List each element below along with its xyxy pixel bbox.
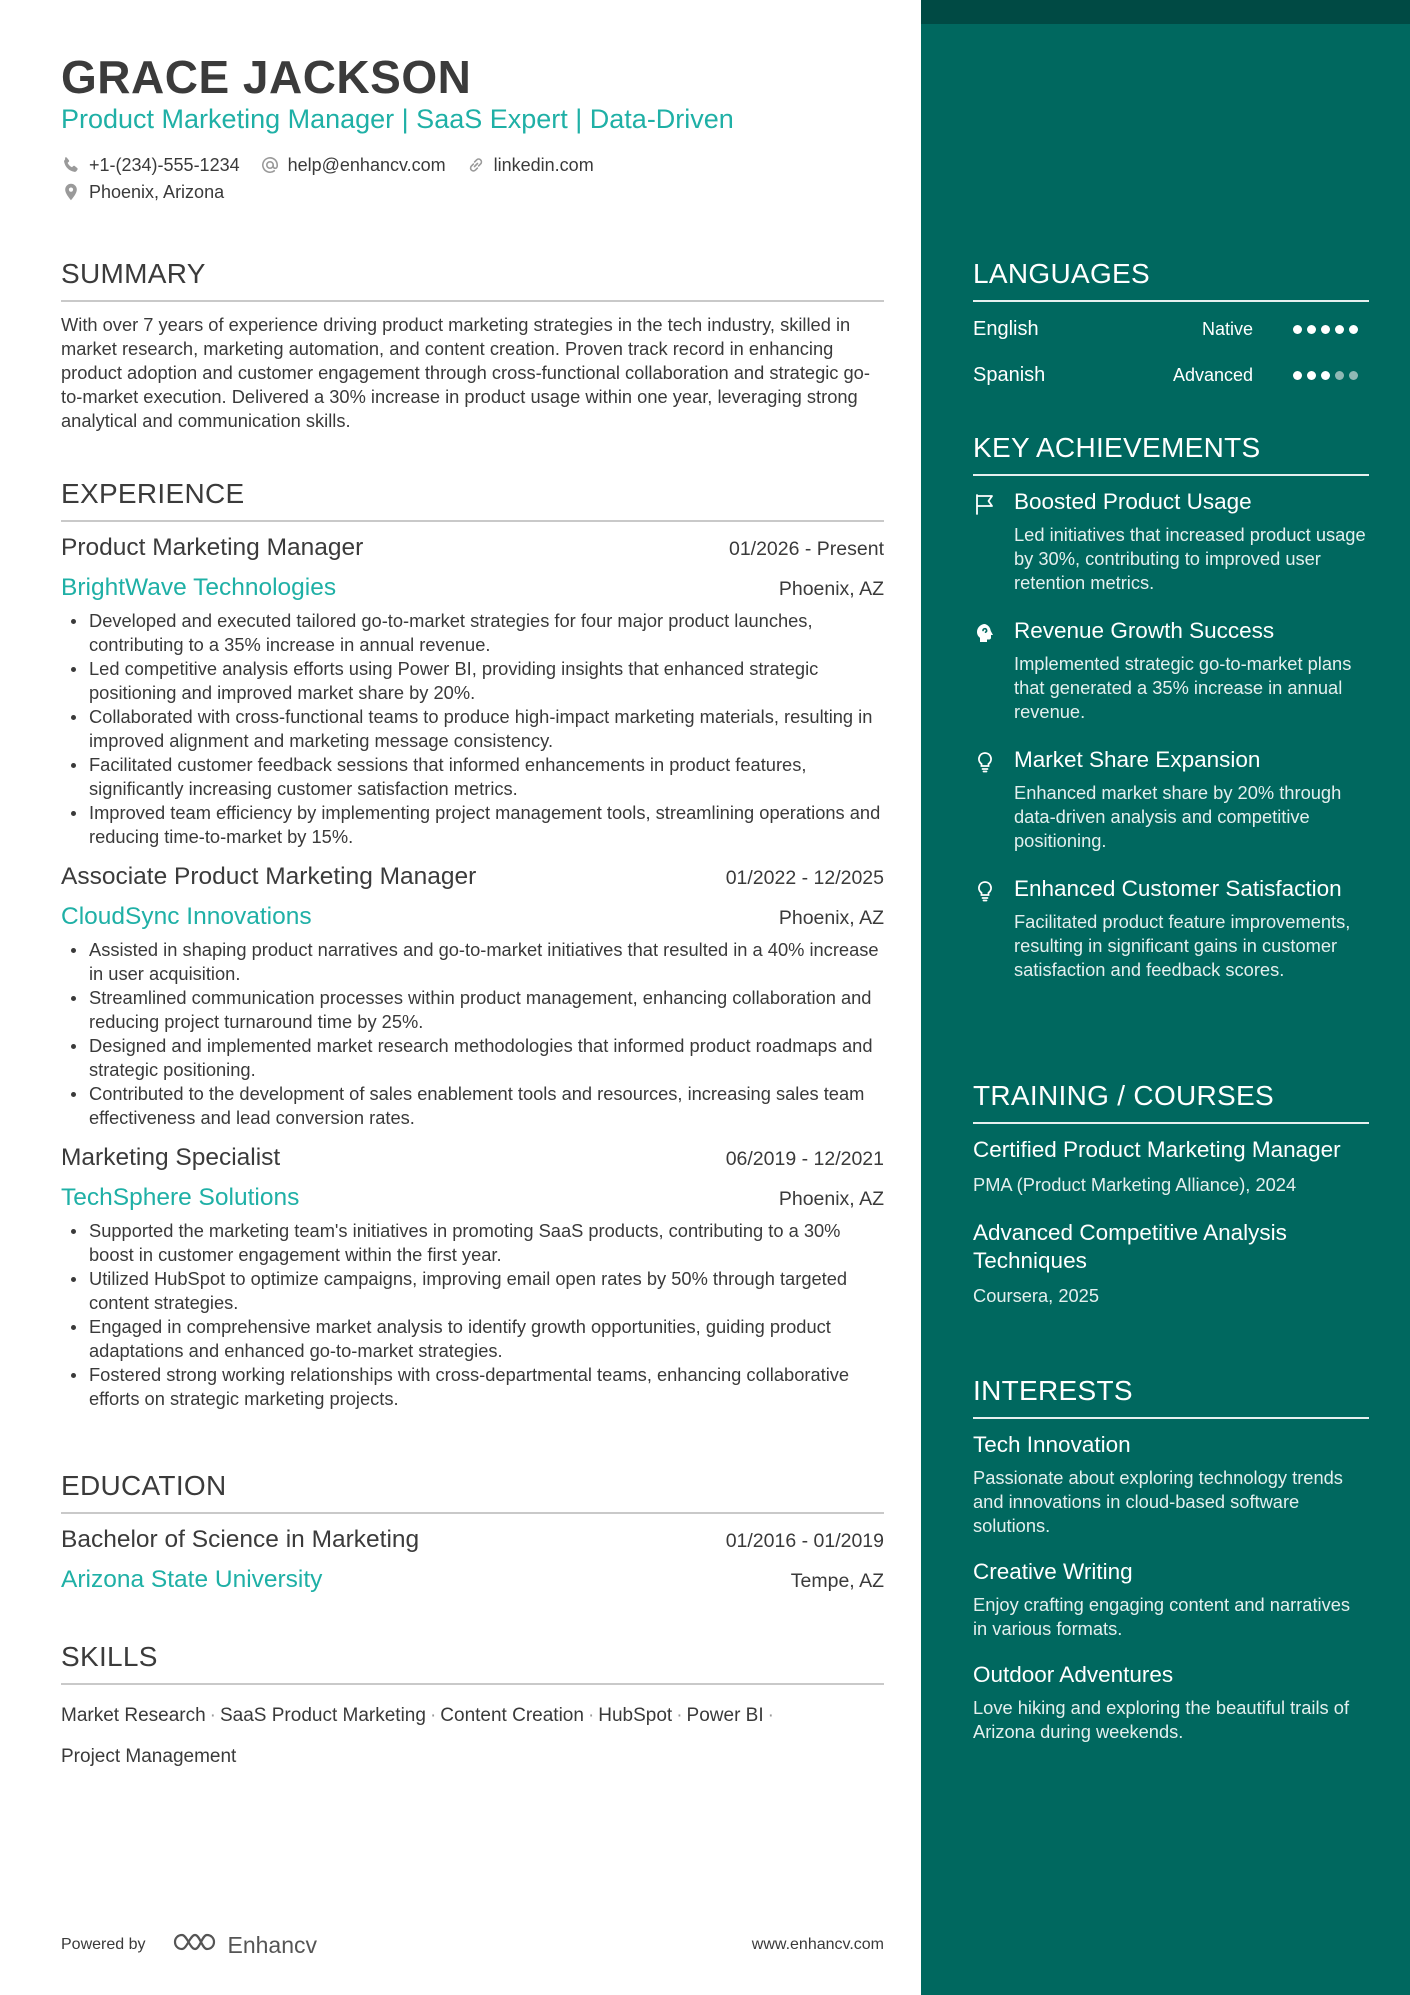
achievement-desc: Led initiatives that increased product usage by 30%, contributing to improved user retention metrics. <box>1014 524 1366 593</box>
interest-item <box>973 1431 1369 1538</box>
powered-by <box>61 1930 317 1960</box>
bullet-item: Designed and implemented market research methodologies that informed product roadmaps and strategic positioning. <box>61 1034 884 1082</box>
experience-title: EXPERIENCE <box>61 478 245 509</box>
education-dates: 01/2016 - 01/2019 <box>725 1530 884 1552</box>
section-divider <box>973 1122 1369 1124</box>
language-name: Spanish <box>973 363 1046 386</box>
email-contact[interactable] <box>260 155 446 176</box>
summary-title: SUMMARY <box>61 258 206 289</box>
job-entry <box>61 863 884 1130</box>
bullet-item: Developed and executed tailored go-to-market strategies for four major product launches, contributing to a 35% increase in annual revenue. <box>61 609 884 657</box>
rating-dot-filled <box>1349 325 1358 334</box>
bullet-item: Contributed to the development of sales enablement tools and resources, increasing sales team effectiveness and lead conversion rates. <box>61 1082 884 1130</box>
rating-dot-filled <box>1321 325 1330 334</box>
summary-section <box>61 258 884 433</box>
rating-dot-filled <box>1307 325 1316 334</box>
language-name: English <box>973 317 1039 340</box>
at-icon <box>260 155 280 175</box>
language-rating <box>1293 371 1358 380</box>
section-divider <box>973 300 1369 302</box>
lightbulb-icon <box>973 750 997 774</box>
education-location: Tempe, AZ <box>790 1570 884 1592</box>
bullet-item: Improved team efficiency by implementing project management tools, streamlining operations and reducing time-to-market by 15%. <box>61 801 884 849</box>
bullet-item: Utilized HubSpot to optimize campaigns, improving email open rates by 50% through targeted content strategies. <box>61 1267 884 1315</box>
languages-section <box>973 258 1369 398</box>
interests-section <box>973 1375 1369 1744</box>
rating-dot-filled <box>1321 371 1330 380</box>
skill-item: SaaS Product Marketing <box>220 1705 426 1726</box>
rating-dot-filled <box>1293 325 1302 334</box>
course-meta: PMA (Product Marketing Alliance), 2024 <box>973 1174 1297 1195</box>
course-meta: Coursera, 2025 <box>973 1285 1100 1306</box>
achievements-section <box>973 432 1369 982</box>
skills-list: Market Research · SaaS Product Marketing · Content Creation · HubSpot · Power BI · Project Management <box>61 1705 774 1767</box>
company-name: BrightWave Technologies <box>61 574 337 601</box>
section-divider <box>61 300 884 302</box>
interest-title: Tech Innovation <box>973 1432 1131 1457</box>
interest-item <box>973 1661 1369 1744</box>
website-link[interactable]: www.enhancv.com <box>751 1936 884 1953</box>
location-pin-icon <box>61 182 81 202</box>
job-title: Marketing Specialist <box>61 1144 281 1171</box>
skill-item: Power BI <box>686 1705 764 1726</box>
brand-name: Enhancv <box>227 1931 318 1958</box>
language-level: Native <box>1201 318 1253 339</box>
bullet-item: Facilitated customer feedback sessions that informed enhancements in product features, significantly increasing customer satisfaction metrics. <box>61 753 884 801</box>
skill-item: Market Research <box>61 1705 206 1726</box>
job-location: Phoenix, AZ <box>778 578 884 600</box>
achievement-title: Enhanced Customer Satisfaction <box>1014 876 1342 901</box>
education-title: EDUCATION <box>61 1470 227 1501</box>
job-title: Associate Product Marketing Manager <box>61 863 477 890</box>
powered-by-label: Powered by <box>61 1936 146 1953</box>
summary-text: With over 7 years of experience driving product marketing strategies in the tech industry, skilled in market research, marketing automation, and content creation. Proven track record in enhancing product adoption and customer engagement through cross-functional collaboration and strategic go-to-market execution. Delivered a 30% increase in product usage within one year, leveraging strong analytical and communication skills. <box>61 314 870 431</box>
job-dates: 06/2019 - 12/2021 <box>725 1148 884 1170</box>
job-location: Phoenix, AZ <box>778 907 884 929</box>
candidate-name: GRACE JACKSON <box>61 51 472 103</box>
candidate-headline: Product Marketing Manager | SaaS Expert | Data-Driven <box>61 104 734 134</box>
lightbulb-icon <box>973 879 997 903</box>
bullet-item: Engaged in comprehensive market analysis to identify growth opportunities, guiding product adaptations and enhanced go-to-market strategies. <box>61 1315 884 1363</box>
job-bullets <box>61 609 884 849</box>
rating-dot-empty <box>1335 371 1344 380</box>
achievement-item <box>973 488 1369 595</box>
skills-title: SKILLS <box>61 1641 158 1672</box>
bullet-item: Led competitive analysis efforts using Power BI, providing insights that enhanced strategic positioning and improved market share by 20%. <box>61 657 884 705</box>
school-name: Arizona State University <box>61 1566 323 1593</box>
job-dates: 01/2022 - 12/2025 <box>725 867 884 889</box>
training-title: TRAINING / COURSES <box>973 1080 1274 1111</box>
achievement-desc: Implemented strategic go-to-market plans that generated a 35% increase in annual revenue. <box>1014 653 1352 722</box>
interest-title: Creative Writing <box>973 1559 1133 1584</box>
interests-title: INTERESTS <box>973 1375 1133 1406</box>
achievement-item <box>973 617 1369 724</box>
language-row <box>973 352 1369 398</box>
job-location: Phoenix, AZ <box>778 1188 884 1210</box>
phone-text: +1-(234)-555-1234 <box>89 154 240 175</box>
achievement-desc: Enhanced market share by 20% through data-driven analysis and competitive positioning. <box>1014 782 1342 851</box>
achievement-title: Revenue Growth Success <box>1014 618 1275 643</box>
linkedin-contact[interactable] <box>466 155 594 176</box>
company-name: CloudSync Innovations <box>61 903 312 930</box>
achievement-title: Market Share Expansion <box>1014 747 1261 772</box>
language-rating <box>1293 325 1358 334</box>
achievement-title: Boosted Product Usage <box>1014 489 1252 514</box>
achievements-title: KEY ACHIEVEMENTS <box>973 432 1261 463</box>
rating-dot-filled <box>1293 371 1302 380</box>
job-title: Product Marketing Manager <box>61 534 364 561</box>
bullet-item: Fostered strong working relationships with cross-departmental teams, enhancing collaborative efforts on strategic marketing projects. <box>61 1363 884 1411</box>
training-section <box>973 1080 1369 1308</box>
footer <box>61 1930 884 1960</box>
language-row <box>973 306 1369 352</box>
education-entry <box>61 1526 884 1594</box>
rating-dot-filled <box>1307 371 1316 380</box>
course-item <box>973 1219 1369 1308</box>
achievement-item <box>973 746 1369 853</box>
email-text: help@enhancv.com <box>287 154 446 175</box>
rating-dot-empty <box>1349 371 1358 380</box>
section-divider <box>61 520 884 522</box>
bullet-item: Collaborated with cross-functional teams to produce high-impact marketing materials, resulting in improved alignment and marketing message consistency. <box>61 705 884 753</box>
section-divider <box>61 1683 884 1685</box>
phone-contact[interactable] <box>61 155 240 176</box>
job-dates: 01/2026 - Present <box>728 538 884 560</box>
main-column <box>61 0 884 1995</box>
interest-desc: Enjoy crafting engaging content and narratives in various formats. <box>973 1594 1351 1639</box>
course-title: Advanced Competitive Analysis Techniques <box>973 1220 1287 1273</box>
interest-title: Outdoor Adventures <box>973 1662 1174 1687</box>
achievement-item <box>973 875 1369 982</box>
job-entry <box>61 1144 884 1411</box>
section-divider <box>973 474 1369 476</box>
degree-name: Bachelor of Science in Marketing <box>61 1526 420 1553</box>
skill-item: Content Creation <box>440 1705 584 1726</box>
bullet-item: Streamlined communication processes within product management, enhancing collaboration and reducing project turnaround time by 25%. <box>61 986 884 1034</box>
job-bullets <box>61 1219 884 1411</box>
interest-item <box>973 1558 1369 1641</box>
languages-title: LANGUAGES <box>973 258 1150 289</box>
interest-desc: Passionate about exploring technology trends and innovations in cloud-based software solutions. <box>973 1467 1343 1536</box>
education-section <box>61 1470 884 1594</box>
enhancv-logo-icon <box>172 1930 218 1960</box>
brain-icon <box>973 621 997 645</box>
link-icon <box>466 155 486 175</box>
interest-desc: Love hiking and exploring the beautiful trails of Arizona during weekends. <box>973 1697 1350 1742</box>
contact-info <box>61 152 594 206</box>
linkedin-text: linkedin.com <box>493 154 594 175</box>
phone-icon <box>61 155 81 175</box>
language-level: Advanced <box>1172 364 1253 385</box>
company-name: TechSphere Solutions <box>61 1184 300 1211</box>
skill-item: HubSpot <box>598 1705 673 1726</box>
job-entry <box>61 534 884 849</box>
skill-item: Project Management <box>61 1746 237 1767</box>
job-bullets <box>61 938 884 1130</box>
skills-section <box>61 1641 884 1777</box>
sidebar <box>921 0 1410 1995</box>
section-divider <box>61 1512 884 1514</box>
achievement-desc: Facilitated product feature improvements, resulting in significant gains in customer satisfaction and feedback scores. <box>1014 911 1351 980</box>
section-divider <box>973 1417 1369 1419</box>
course-title: Certified Product Marketing Manager <box>973 1137 1341 1162</box>
location-text: Phoenix, Arizona <box>89 181 225 202</box>
brand-logo[interactable] <box>172 1930 318 1960</box>
rating-dot-filled <box>1335 325 1344 334</box>
location-contact <box>61 182 224 203</box>
sidebar-top-band <box>921 0 1410 24</box>
experience-section <box>61 478 884 1411</box>
flag-icon <box>973 492 997 516</box>
bullet-item: Assisted in shaping product narratives and go-to-market initiatives that resulted in a 40% increase in user acquisition. <box>61 938 884 986</box>
bullet-item: Supported the marketing team's initiatives in promoting SaaS products, contributing to a 30% boost in customer engagement within the first year. <box>61 1219 884 1267</box>
course-item <box>973 1136 1369 1197</box>
